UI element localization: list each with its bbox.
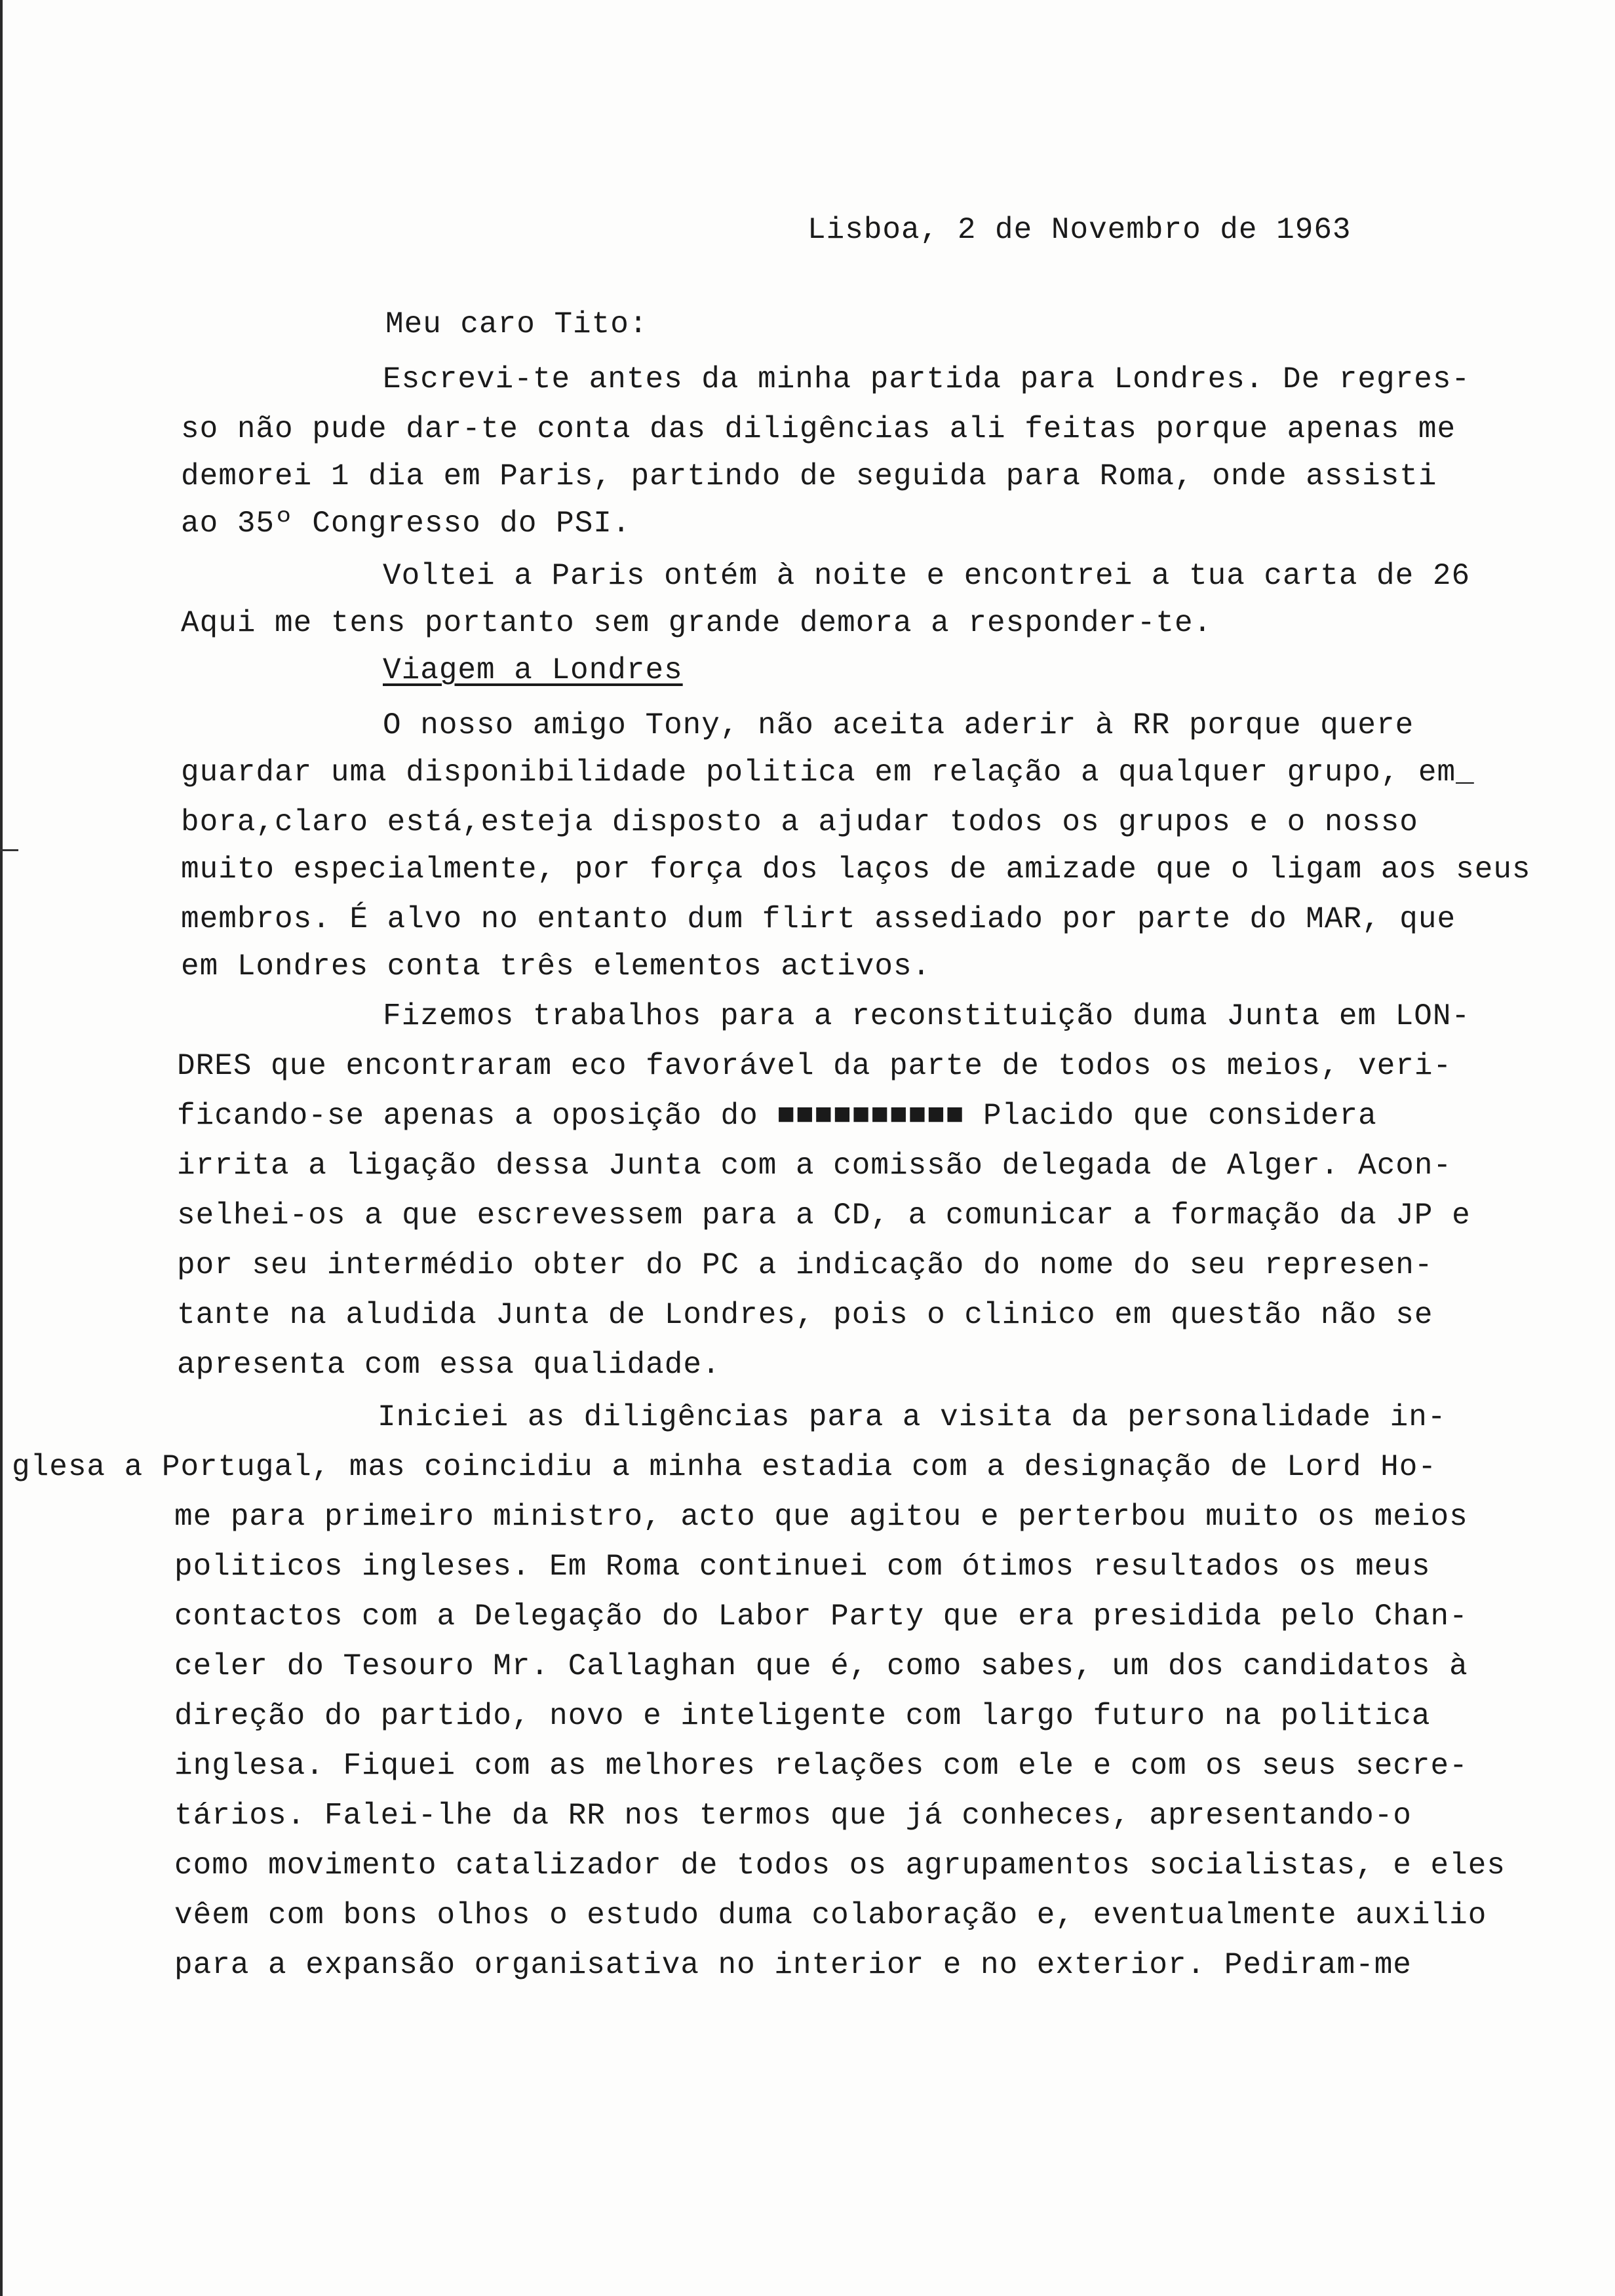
text-line: celer do Tesouro Mr. Callaghan que é, como sabes, um dos candidatos à: [174, 1649, 1468, 1683]
text-line: selhei-os a que escrevessem para a CD, a comunicar a formação da JP e: [177, 1198, 1471, 1233]
page-edge: [0, 0, 3, 2296]
text-line: me para primeiro ministro, acto que agitou e perterbou muito os meios: [174, 1500, 1468, 1534]
text-line: O nosso amigo Tony, não aceita aderir à RR porque quere: [383, 708, 1414, 742]
margin-mark: [0, 849, 18, 851]
text-line: Escrevi-te antes da minha partida para Londres. De regres-: [383, 362, 1471, 396]
text-line: ficando-se apenas a oposição do ■■■■■■■■■■ Placido que considera: [177, 1099, 1377, 1133]
text-line: Voltei a Paris ontém à noite e encontrei a tua carta de 26: [383, 559, 1471, 593]
text-line: por seu intermédio obter do PC a indicação do nome do seu represen-: [177, 1248, 1433, 1282]
text-line: vêem com bons olhos o estudo duma colaboração e, eventualmente auxilio: [174, 1898, 1487, 1932]
text-line: irrita a ligação dessa Junta com a comissão delegada de Alger. Acon-: [177, 1149, 1452, 1183]
text-line: em Londres conta três elementos activos.: [181, 949, 931, 984]
text-line: guardar uma disponibilidade politica em relação a qualquer grupo, em_: [181, 756, 1475, 790]
letter-date: Lisboa, 2 de Novembro de 1963: [808, 213, 1352, 247]
text-line: demorei 1 dia em Paris, partindo de seguida para Roma, onde assisti: [181, 459, 1437, 493]
text-line: Iniciei as diligências para a visita da personalidade in-: [378, 1400, 1447, 1434]
text-line: glesa a Portugal, mas coincidiu a minha estadia com a designação de Lord Ho-: [12, 1450, 1437, 1484]
text-line: muito especialmente, por força dos laços de amizade que o ligam aos seus: [181, 852, 1531, 887]
text-line: bora,claro está,esteja disposto a ajudar todos os grupos e o nosso: [181, 805, 1418, 839]
text-line: para a expansão organisativa no interior e no exterior. Pediram-me: [174, 1948, 1412, 1982]
text-line: inglesa. Fiquei com as melhores relações com ele e com os seus secre-: [174, 1749, 1468, 1783]
text-line: como movimento catalizador de todos os agrupamentos socialistas, e eles: [174, 1848, 1506, 1883]
text-line: membros. É alvo no entanto dum flirt assediado por parte do MAR, que: [181, 902, 1456, 936]
text-line: politicos ingleses. Em Roma continuei com ótimos resultados os meus: [174, 1550, 1431, 1584]
text-line: contactos com a Delegação do Labor Party que era presidida pelo Chan-: [174, 1599, 1468, 1634]
text-line: Aqui me tens portanto sem grande demora a responder-te.: [181, 606, 1213, 640]
section-heading: Viagem a Londres: [383, 653, 683, 687]
salutation: Meu caro Tito:: [385, 307, 648, 341]
text-line: Fizemos trabalhos para a reconstituição duma Junta em LON-: [383, 999, 1471, 1033]
text-line: tários. Falei-lhe da RR nos termos que já conheces, apresentando-o: [174, 1799, 1412, 1833]
text-line: DRES que encontraram eco favorável da parte de todos os meios, veri-: [177, 1049, 1452, 1083]
text-line: apresenta com essa qualidade.: [177, 1348, 721, 1382]
text-line: so não pude dar-te conta das diligências ali feitas porque apenas me: [181, 412, 1456, 446]
text-line: tante na aludida Junta de Londres, pois o clinico em questão não se: [177, 1298, 1433, 1332]
text-line: ao 35º Congresso do PSI.: [181, 507, 631, 541]
text-line: direção do partido, novo e inteligente com largo futuro na politica: [174, 1699, 1431, 1733]
